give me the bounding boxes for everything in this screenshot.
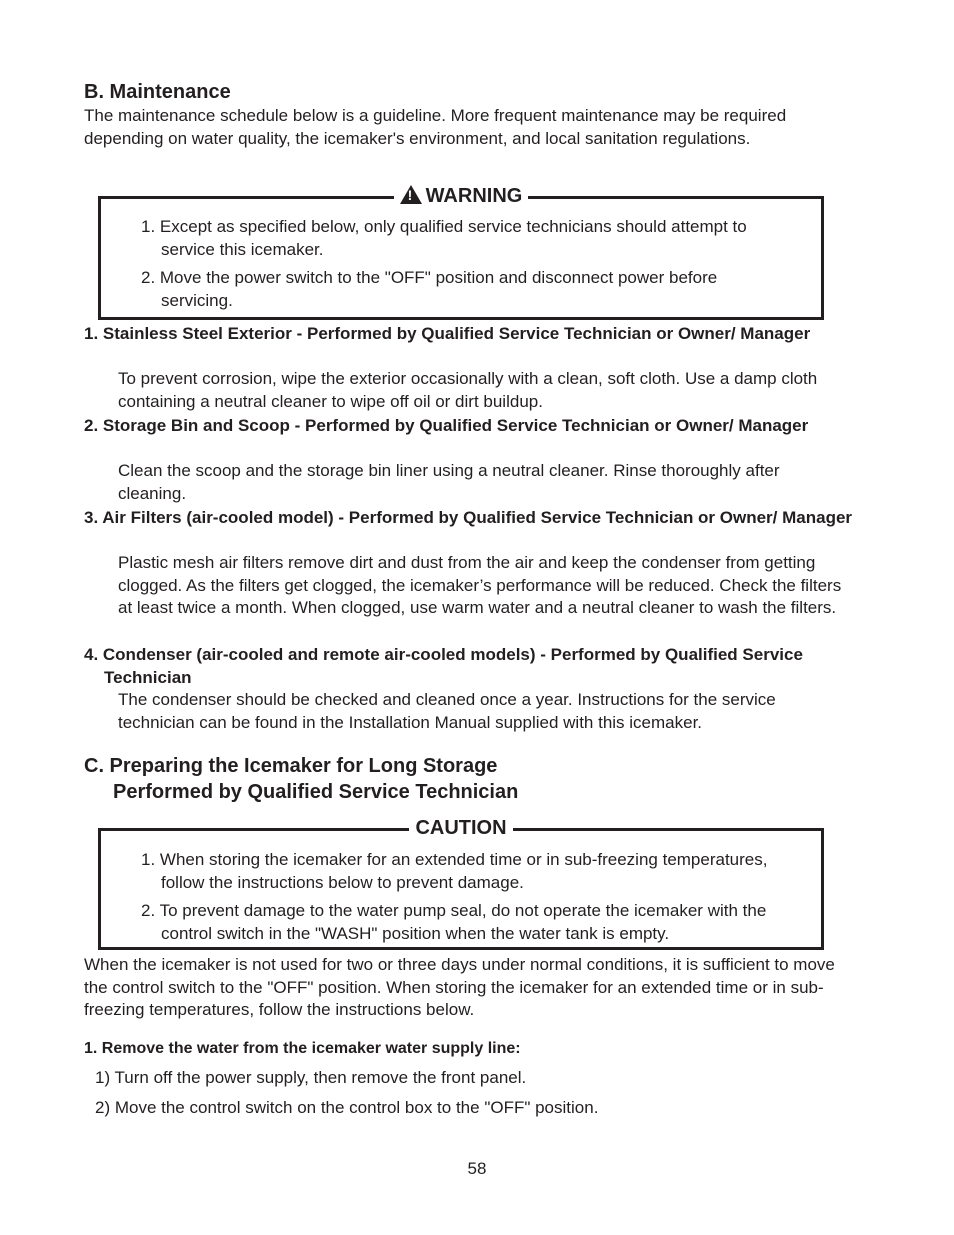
warning-list [141,216,791,312]
caution-list [141,849,791,945]
section-1-heading: 1. Stainless Steel Exterior - Performed by Qualified Service Technician or Owner/ Manager [84,324,811,343]
caution-item-1: 1. When storing the icemaker for an extended time or in sub-freezing temperatures, follow the instructions below to prevent damage. [141,850,768,892]
warning-item-1: 1. Except as specified below, only qualified service technicians should attempt to service this icemaker. [141,217,747,259]
warning-title-row [101,183,821,209]
caution-title: CAUTION [409,815,512,841]
caution-title-row [101,815,821,841]
maintenance-intro: The maintenance schedule below is a guideline. More frequent maintenance may be required depending on water quality, the icemaker's environment, and local sanitation regulations. [84,106,787,148]
remove-water-step-1: 1) Turn off the power supply, then remove the front panel. [95,1068,527,1087]
section-heading-storage [84,753,518,805]
page-number: 58 [467,1159,487,1178]
warning-title: WARNING [425,185,523,207]
section-1-body: To prevent corrosion, wipe the exterior occasionally with a clean, soft cloth. Use a damp cloth containing a neutral cleaner to wipe off oil or dirt buildup. [118,369,818,411]
warning-box [98,185,824,320]
remove-water-step-2: 2) Move the control switch on the control box to the "OFF" position. [95,1098,599,1117]
storage-heading-line2: Performed by Qualified Service Technician [113,781,519,803]
storage-heading-line1: C. Preparing the Icemaker for Long Storage [84,755,498,777]
warning-triangle-icon [400,185,422,204]
section-4-heading: 4. Condenser (air-cooled and remote air-cooled models) - Performed by Qualified Service Technician [84,645,803,687]
warning-item-2: 2. Move the power switch to the "OFF" position and disconnect power before servicing. [141,268,718,310]
section-3-heading: 3. Air Filters (air-cooled model) - Performed by Qualified Service Technician or Owner/ Manager [84,508,853,527]
storage-paragraph: When the icemaker is not used for two or three days under normal conditions, it is sufficient to move the control switch to the "OFF" position. When storing the icemaker for an extended time or in sub-freezing temperatures, follow the instructions below. [84,955,835,1019]
section-2-body: Clean the scoop and the storage bin liner using a neutral cleaner. Rinse thoroughly after cleaning. [118,461,780,503]
caution-item-2: 2. To prevent damage to the water pump seal, do not operate the icemaker with the control switch in the "WASH" position when the water tank is empty. [141,901,767,943]
section-4-body: The condenser should be checked and cleaned once a year. Instructions for the service technician can be found in the Installation Manual supplied with this icemaker. [118,690,776,732]
section-2-heading: 2. Storage Bin and Scoop - Performed by Qualified Service Technician or Owner/ Manager [84,416,809,435]
section-3-body: Plastic mesh air filters remove dirt and dust from the air and keep the condenser from getting clogged. As the filters get clogged, the icemaker’s performance will be reduced. Check the filters at least twice a month. When clogged, use warm water and a neutral cleaner to wash the filters. [118,553,842,617]
caution-box [98,817,824,950]
section-heading-maintenance: B. Maintenance [84,81,231,103]
remove-water-heading: 1. Remove the water from the icemaker water supply line: [84,1040,521,1057]
